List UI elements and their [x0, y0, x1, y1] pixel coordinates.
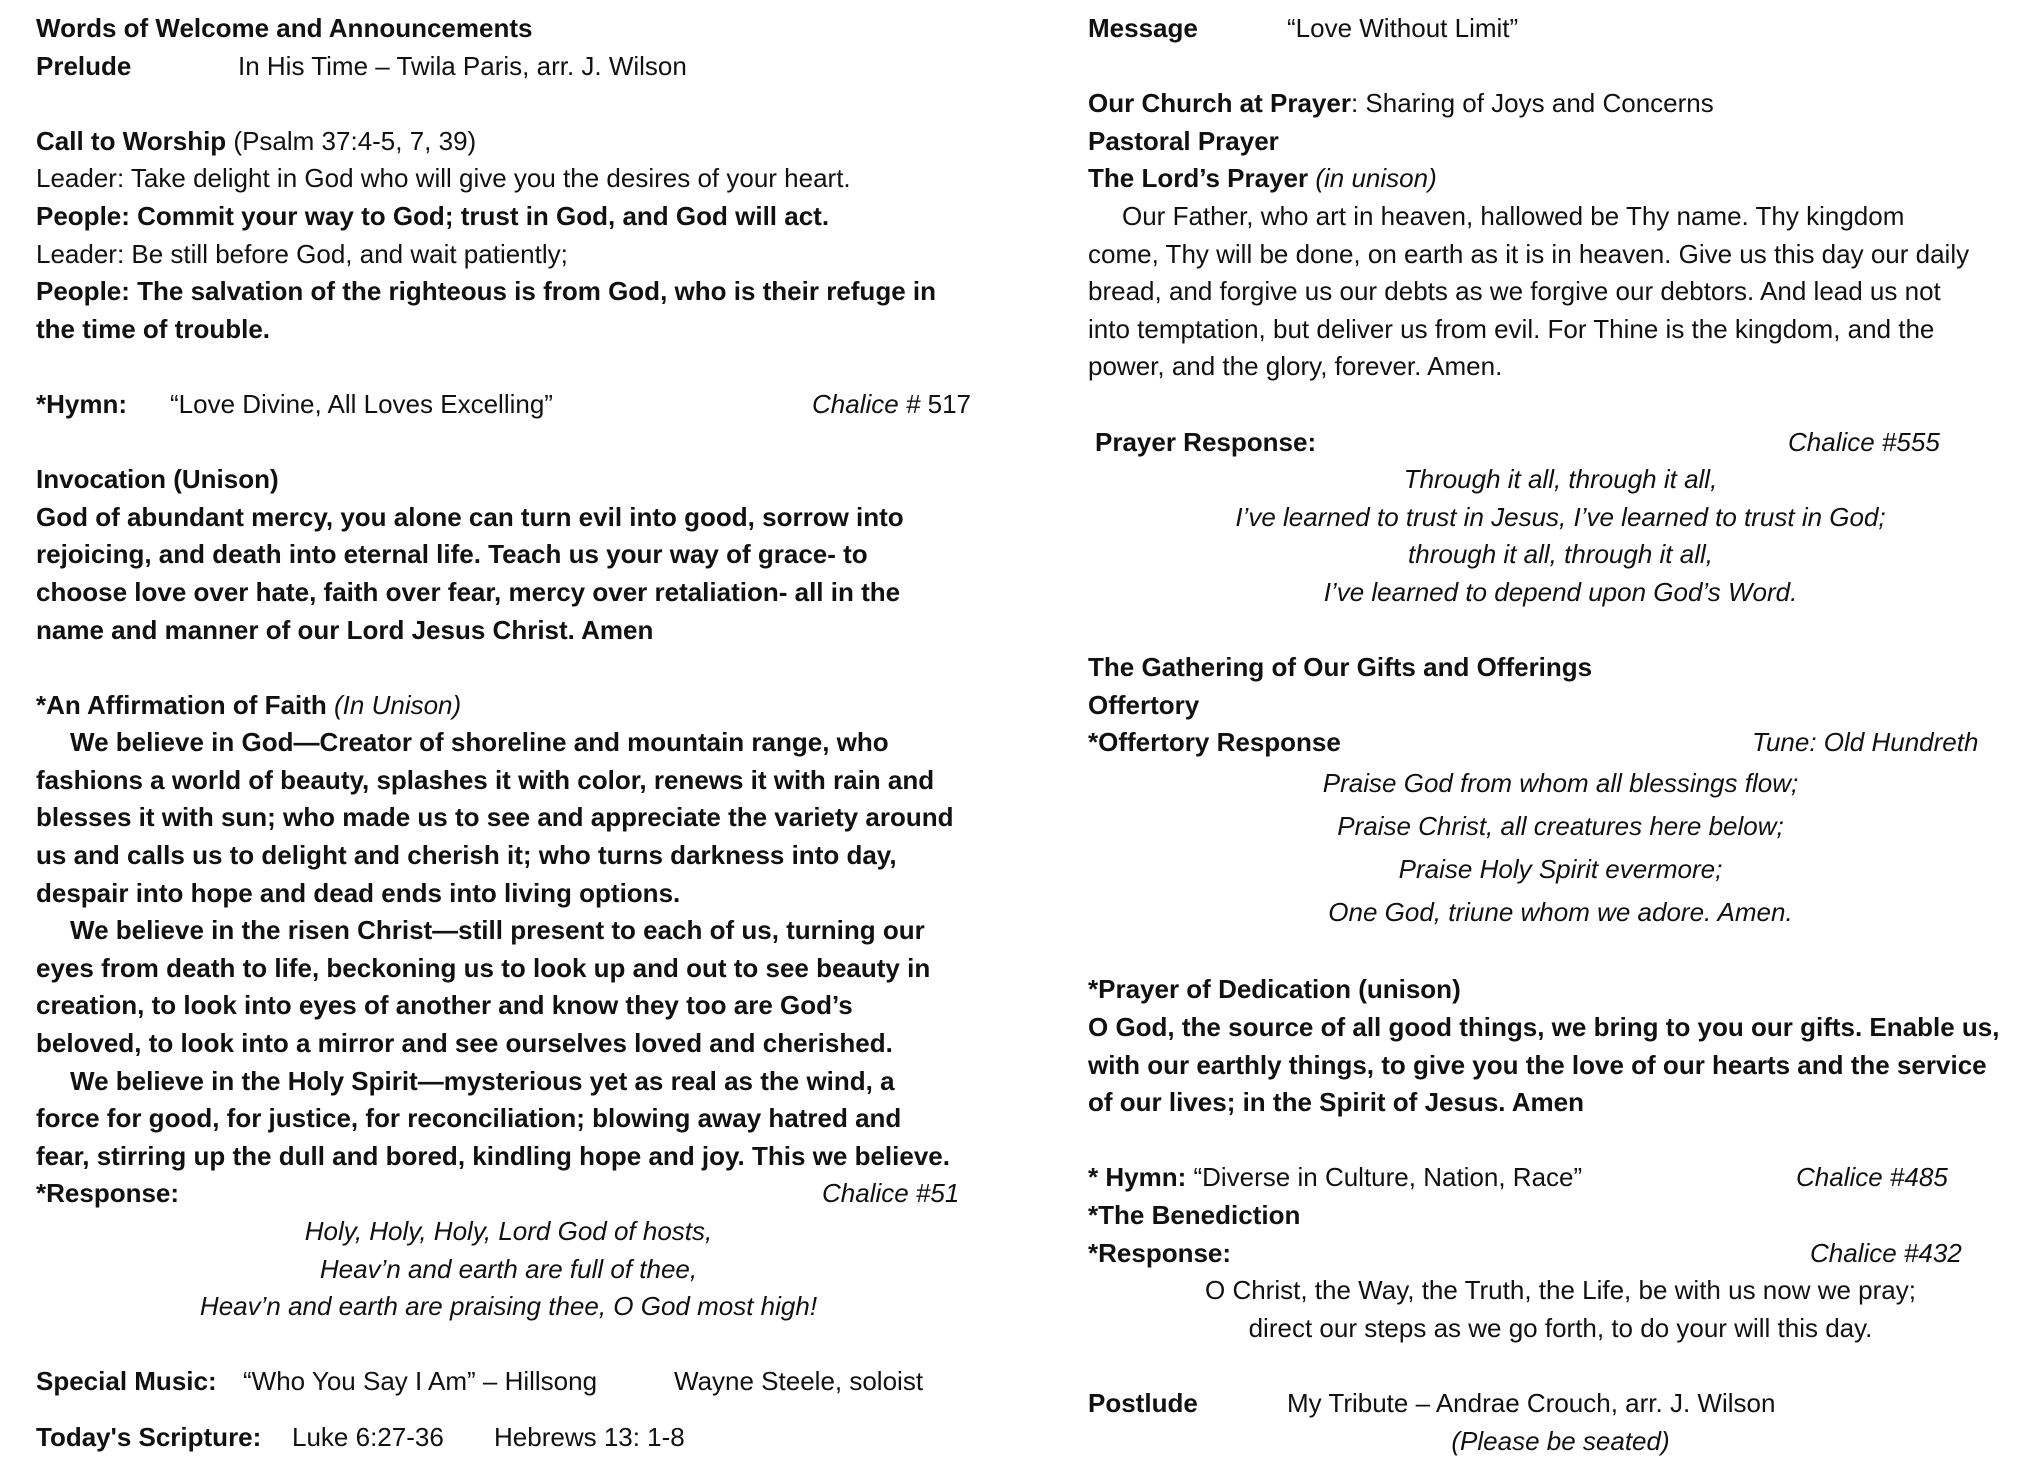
- affirmation-line: We believe in the risen Christ—still present to each of us, turning our: [70, 915, 925, 946]
- gathering-heading: The Gathering of Our Gifts and Offerings: [1088, 652, 1593, 683]
- postlude-text: My Tribute – Andrae Crouch, arr. J. Wilson: [1287, 1388, 1776, 1418]
- response-verse-line: Heav’n and earth are praising thee, O God most high!: [199, 1291, 818, 1322]
- lords-prayer-line: into temptation, but deliver us from evil. For Thine is the kingdom, and the: [1088, 313, 1935, 344]
- right-column: [1088, 10, 2023, 1460]
- leader-line-2: Leader: Be still before God, and wait patiently;: [36, 238, 568, 269]
- affirmation-sub: (In Unison): [326, 689, 462, 720]
- closing-response-verse: direct our steps as we go forth, to do your will this day.: [1248, 1312, 1873, 1343]
- dedication-line: of our lives; in the Spirit of Jesus. Amen: [1088, 1087, 1585, 1118]
- affirmation-line: eyes from death to life, beckoning us to look up and out to see beauty in: [36, 952, 931, 983]
- doxology-line: Praise God from whom all blessings flow;: [1322, 767, 1799, 798]
- affirmation-line: despair into hope and dead ends into living options.: [36, 877, 681, 908]
- dedication-line: O God, the source of all good things, we bring to you our gifts. Enable us,: [1088, 1012, 2000, 1043]
- postlude-note: (Please be seated): [1451, 1425, 1670, 1456]
- left-column: [36, 10, 996, 1459]
- special-music-label: Special Music:: [36, 1366, 217, 1397]
- dedication-line: with our earthly things, to give you the love of our hearts and the service: [1088, 1049, 1987, 1080]
- scripture-ref-1: Luke 6:27-36: [292, 1421, 444, 1452]
- postlude-line: [1088, 1385, 2023, 1423]
- closing-hymn-ref: Chalice #485: [1796, 1162, 1948, 1193]
- benediction-heading: *The Benediction: [1088, 1200, 1301, 1231]
- response-line: [36, 1175, 996, 1213]
- affirmation-line: fear, stirring up the dull and bored, kindling hope and joy. This we believe.: [36, 1140, 950, 1171]
- affirmation-line: We believe in God—Creator of shoreline and mountain range, who: [70, 727, 889, 758]
- affirmation-line: creation, to look into eyes of another and know they too are God’s: [36, 990, 853, 1021]
- closing-response-line: [1088, 1235, 2023, 1273]
- church-prayer-label: Our Church at Prayer: [1088, 88, 1351, 119]
- scripture-line: [36, 1416, 996, 1459]
- affirmation-label: *An Affirmation of Faith: [36, 689, 327, 720]
- leader-line-1: Leader: Take delight in God who will give you the desires of your heart.: [36, 163, 851, 194]
- prayer-response-ref: Chalice #555: [1788, 426, 1940, 457]
- offertory-response-line: [1088, 724, 2023, 762]
- hymn-line: [36, 386, 996, 424]
- pastoral-prayer-heading: Pastoral Prayer: [1088, 125, 1279, 156]
- special-music-soloist: Wayne Steele, soloist: [674, 1366, 924, 1397]
- affirmation-line: us and calls us to delight and cherish it; who turns darkness into day,: [36, 840, 897, 871]
- prayer-response-verse: Through it all, through it all,: [1403, 464, 1718, 495]
- scripture-ref-2: Hebrews 13: 1-8: [494, 1421, 685, 1452]
- affirmation-line: We believe in the Holy Spirit—mysterious yet as real as the wind, a: [70, 1065, 895, 1096]
- call-to-worship-heading: [36, 123, 996, 161]
- lords-prayer-line: power, and the glory, forever. Amen.: [1088, 351, 1503, 382]
- call-to-worship-label: Call to Worship: [36, 125, 227, 156]
- hymn-ref-number: 517: [920, 388, 972, 419]
- lords-prayer-sub: (in unison): [1308, 163, 1437, 194]
- dedication-heading: *Prayer of Dedication (unison): [1088, 974, 1461, 1005]
- offertory-response-label: *Offertory Response: [1088, 727, 1341, 758]
- prelude-label: Prelude: [36, 50, 132, 81]
- prayer-response-line: [1088, 424, 2023, 462]
- response-verse-line: Heav’n and earth are full of thee,: [319, 1253, 698, 1284]
- closing-hymn-line: [1088, 1159, 2023, 1197]
- special-music-line: [36, 1363, 996, 1401]
- welcome-heading: Words of Welcome and Announcements: [36, 13, 533, 43]
- message-title: “Love Without Limit”: [1287, 13, 1519, 43]
- scripture-label: Today's Scripture:: [36, 1421, 262, 1452]
- affirmation-line: blesses it with sun; who made us to see and appreciate the variety around: [36, 802, 954, 833]
- postlude-label: Postlude: [1088, 1388, 1198, 1418]
- response-label: *Response:: [36, 1178, 180, 1209]
- affirmation-line: fashions a world of beauty, splashes it with color, renews it with rain and: [36, 764, 935, 795]
- invocation-heading: Invocation (Unison): [36, 464, 279, 495]
- church-prayer-line: [1088, 85, 2023, 123]
- special-music-title: “Who You Say I Am” – Hillsong: [243, 1366, 598, 1397]
- prelude-line: [36, 48, 996, 86]
- lords-prayer-line: Our Father, who art in heaven, hallowed be Thy name. Thy kingdom: [1122, 200, 1905, 231]
- invocation-line: choose love over hate, faith over fear, mercy over retaliation- all in the: [36, 576, 901, 607]
- prayer-response-verse: I’ve learned to trust in Jesus, I’ve learned to trust in God;: [1235, 501, 1886, 532]
- closing-response-ref: Chalice #432: [1810, 1237, 1962, 1268]
- doxology-line: Praise Holy Spirit evermore;: [1398, 853, 1723, 884]
- affirmation-line: force for good, for justice, for reconciliation; blowing away hatred and: [36, 1103, 902, 1134]
- response-verse-line: Holy, Holy, Holy, Lord God of hosts,: [304, 1216, 713, 1246]
- closing-hymn-label: * Hymn:: [1088, 1162, 1187, 1193]
- closing-response-label: *Response:: [1088, 1237, 1232, 1268]
- closing-hymn-title: “Diverse in Culture, Nation, Race”: [1186, 1162, 1583, 1193]
- hymn-label: *Hymn:: [36, 388, 128, 419]
- affirmation-line: beloved, to look into a mirror and see ourselves loved and cherished.: [36, 1028, 893, 1059]
- prayer-response-label: Prayer Response:: [1095, 426, 1317, 457]
- closing-response-verse: O Christ, the Way, the Truth, the Life, be with us now we pray;: [1205, 1275, 1916, 1306]
- message-line: [1088, 10, 2023, 48]
- people-line-1: People: Commit your way to God; trust in God, and God will act.: [36, 200, 830, 231]
- prayer-response-verse: through it all, through it all,: [1408, 539, 1713, 570]
- doxology-line: One God, triune whom we adore. Amen.: [1328, 896, 1793, 927]
- offertory-heading: Offertory: [1088, 689, 1200, 720]
- invocation-line: rejoicing, and death into eternal life. Teach us your way of grace- to: [36, 539, 868, 570]
- lords-prayer-line: come, Thy will be done, on earth as it is in heaven. Give us this day our daily: [1088, 238, 1970, 269]
- prayer-response-verse: I’ve learned to depend upon God’s Word.: [1323, 576, 1798, 607]
- invocation-line: name and manner of our Lord Jesus Christ. Amen: [36, 614, 654, 645]
- message-label: Message: [1088, 13, 1198, 43]
- invocation-line: God of abundant mercy, you alone can turn evil into good, sorrow into: [36, 501, 904, 532]
- call-to-worship-ref: (Psalm 37:4-5, 7, 39): [226, 125, 477, 156]
- people-line-2b: the time of trouble.: [36, 313, 270, 344]
- lords-prayer-heading: [1088, 160, 2023, 198]
- hymn-ref-italic: Chalice #: [812, 388, 921, 419]
- doxology-line: Praise Christ, all creatures here below;: [1337, 810, 1784, 841]
- lords-prayer-line: bread, and forgive us our debts as we forgive our debtors. And lead us not: [1088, 276, 1941, 307]
- hymn-ref: [812, 386, 971, 424]
- offertory-tune: Tune: Old Hundreth: [1752, 727, 1979, 758]
- prelude-text: In His Time – Twila Paris, arr. J. Wilson: [238, 50, 687, 81]
- response-ref: Chalice #51: [822, 1178, 960, 1209]
- church-prayer-text: : Sharing of Joys and Concerns: [1350, 88, 1714, 119]
- people-line-2a: People: The salvation of the righteous is from God, who is their refuge in: [36, 276, 936, 307]
- affirmation-heading: [36, 687, 996, 725]
- hymn-title: “Love Divine, All Loves Excelling”: [170, 388, 553, 419]
- lords-prayer-label: The Lord’s Prayer: [1088, 163, 1309, 194]
